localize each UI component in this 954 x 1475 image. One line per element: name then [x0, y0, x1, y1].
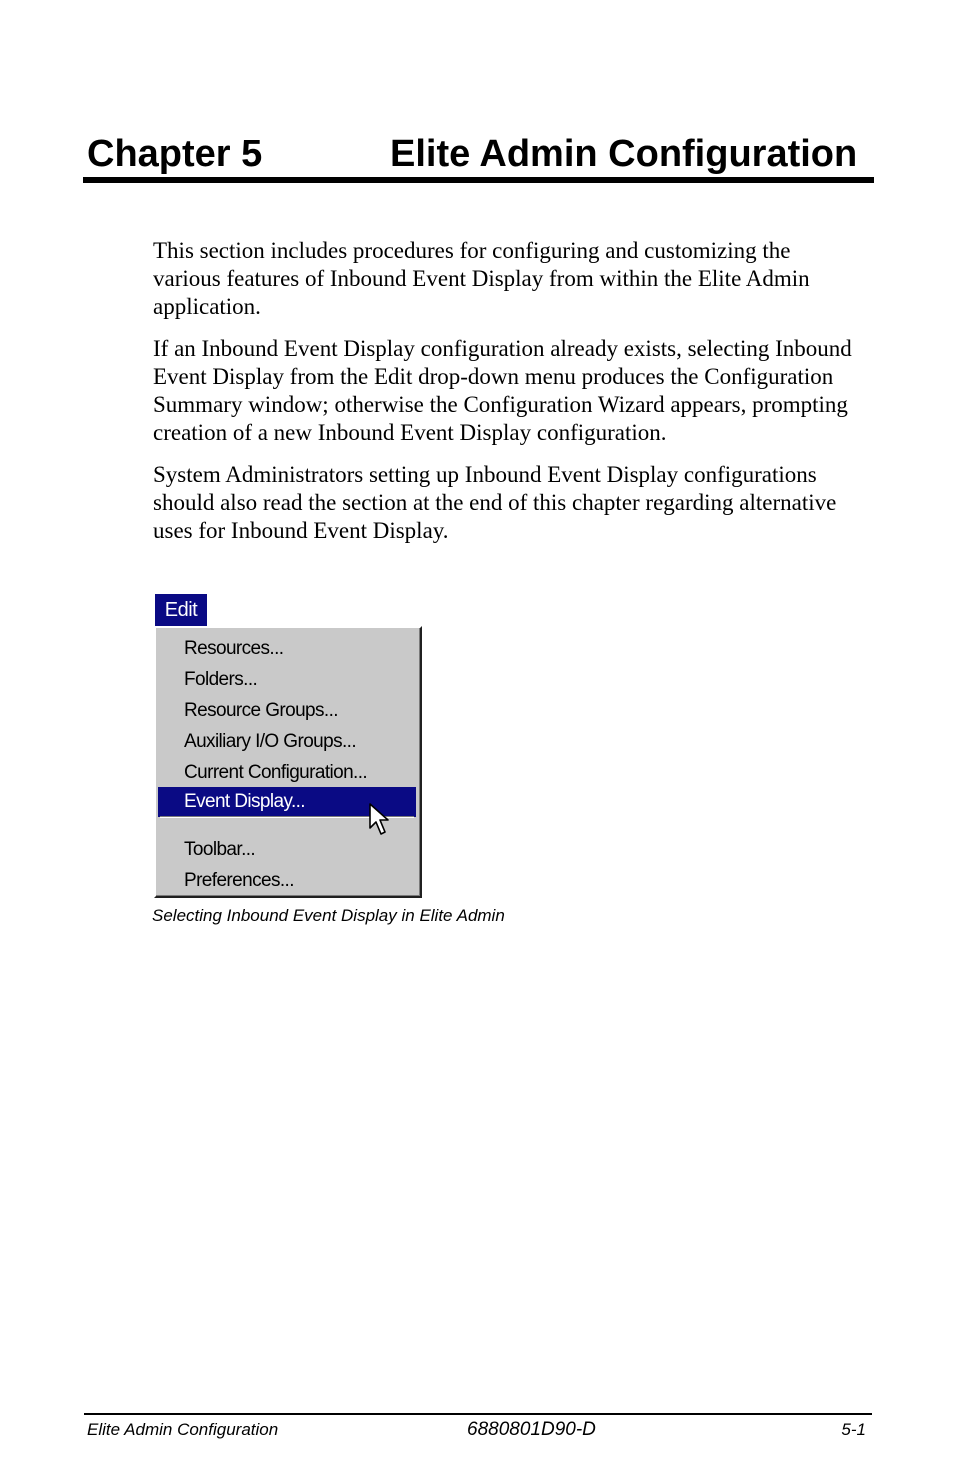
paragraph-administrators: System Administrators setting up Inbound Event Display configurations should also read the section at the end of this chapter regarding alternative uses for Inbound Event Display. — [153, 462, 837, 543]
chapter-title: Elite Admin Configuration — [390, 133, 858, 175]
footer-page-number: 5-1 — [841, 1420, 866, 1439]
mouse-pointer-icon — [368, 802, 392, 838]
page-footer — [86, 1418, 868, 1442]
menu-item-event-display[interactable]: Event Display... — [158, 787, 416, 817]
figure-caption: Selecting Inbound Event Display in Elite Admin — [152, 906, 505, 925]
menu-item-current-configuration[interactable]: Current Configuration... — [184, 762, 368, 783]
paragraph-intro: This section includes procedures for configuring and customizing the various features of Inbound Event Display from within the Elite Admin application. — [153, 238, 810, 319]
footer-section-title: Elite Admin Configuration — [87, 1420, 279, 1439]
menu-item-resource-groups[interactable]: Resource Groups... — [184, 700, 338, 721]
footer-rule — [84, 1413, 872, 1415]
menu-item-preferences[interactable]: Preferences... — [184, 870, 294, 891]
edit-menu-figure — [154, 594, 424, 900]
heading-rule — [83, 177, 874, 183]
body-text — [153, 237, 863, 559]
menu-item-resources[interactable]: Resources... — [184, 638, 284, 659]
menu-item-auxiliary-io-groups[interactable]: Auxiliary I/O Groups... — [184, 731, 357, 752]
chapter-heading — [86, 128, 874, 180]
footer-document-number: 6880801D90-D — [467, 1419, 596, 1440]
paragraph-configuration: If an Inbound Event Display configuration already exists, selecting Inbound Event Display from the Edit drop-down menu produces the Configuration Summary window; otherwise the Configuration Wizard appears, prompting creation of a new Inbound Event Display configuration. — [153, 336, 852, 445]
menu-item-toolbar[interactable]: Toolbar... — [184, 839, 256, 860]
chapter-number: Chapter 5 — [87, 133, 263, 175]
menu-item-folders[interactable]: Folders... — [184, 669, 258, 690]
edit-dropdown-menu — [154, 626, 422, 898]
edit-menu-title[interactable]: Edit — [155, 594, 207, 626]
